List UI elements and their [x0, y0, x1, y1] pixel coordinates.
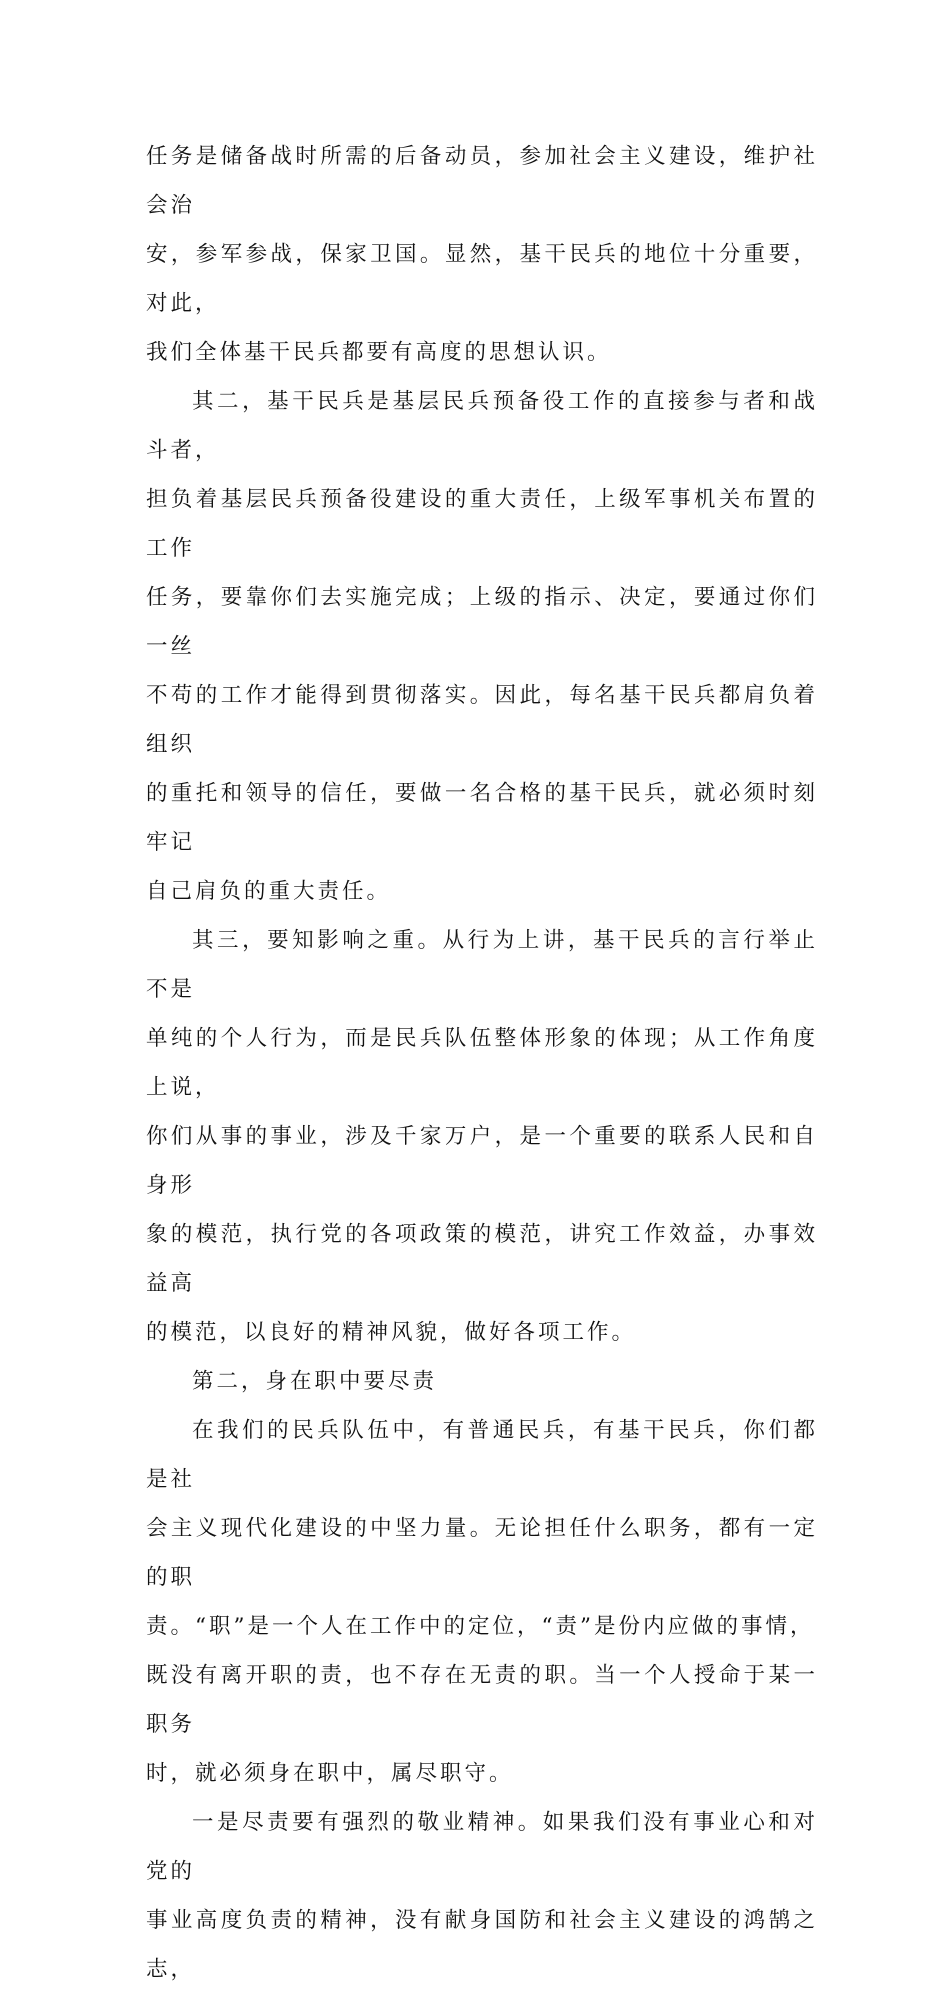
- text-line-first: 其三，要知影响之重。从行为上讲，基干民兵的言行举止不是: [146, 928, 818, 1002]
- text-line: 既没有离开职的责，也不存在无责的职。当一个人授命于某一职务: [146, 1663, 818, 1737]
- text-line-first: 其二，基干民兵是基层民兵预备役工作的直接参与者和战斗者，: [146, 389, 818, 463]
- paragraph-2: [146, 377, 818, 916]
- text-line: 任务，要靠你们去实施完成；上级的指示、决定，要通过你们一丝: [146, 585, 818, 659]
- text-line: 自己肩负的重大责任。: [146, 879, 392, 904]
- heading-line: 第二，身在职中要尽责: [192, 1369, 438, 1394]
- text-line: 象的模范，执行党的各项政策的模范，讲究工作效益，办事效益高: [146, 1222, 818, 1296]
- text-line: 的重托和领导的信任，要做一名合格的基干民兵，就必须时刻牢记: [146, 781, 818, 855]
- text-line: 安，参军参战，保家卫国。显然，基干民兵的地位十分重要，对此，: [146, 242, 818, 316]
- section-heading: [146, 1357, 818, 1406]
- text-line: 会主义现代化建设的中坚力量。无论担任什么职务，都有一定的职: [146, 1516, 818, 1590]
- text-line-first: 一是尽责要有强烈的敬业精神。如果我们没有事业心和对党的: [146, 1810, 818, 1884]
- text-line: 的模范，以良好的精神风貌，做好各项工作。: [146, 1320, 637, 1345]
- text-line: 任务是储备战时所需的后备动员，参加社会主义建设，维护社会治: [146, 144, 818, 218]
- paragraph-6: [146, 1798, 818, 1994]
- text-line: 不苟的工作才能得到贯彻落实。因此，每名基干民兵都肩负着组织: [146, 683, 818, 757]
- text-line: 担负着基层民兵预备役建设的重大责任，上级军事机关布置的工作: [146, 487, 818, 561]
- paragraph-3: [146, 916, 818, 1357]
- text-line: 你们从事的事业，涉及千家万户，是一个重要的联系人民和自身形: [146, 1124, 818, 1198]
- text-line: 责。“职”是一个人在工作中的定位，“责”是份内应做的事情，: [146, 1614, 815, 1639]
- paragraph-5: [146, 1406, 818, 1798]
- text-line: 我们全体基干民兵都要有高度的思想认识。: [146, 340, 612, 365]
- text-line: 时，就必须身在职中，属尽职守。: [146, 1761, 514, 1786]
- text-line-first: 在我们的民兵队伍中，有普通民兵，有基干民兵，你们都是社: [146, 1418, 818, 1492]
- text-line: 单纯的个人行为，而是民兵队伍整体形象的体现；从工作角度上说，: [146, 1026, 818, 1100]
- text-line: 事业高度负责的精神，没有献身国防和社会主义建设的鸿鹄之志，: [146, 1908, 818, 1982]
- document-page: [146, 132, 818, 1994]
- paragraph-1: [146, 132, 818, 377]
